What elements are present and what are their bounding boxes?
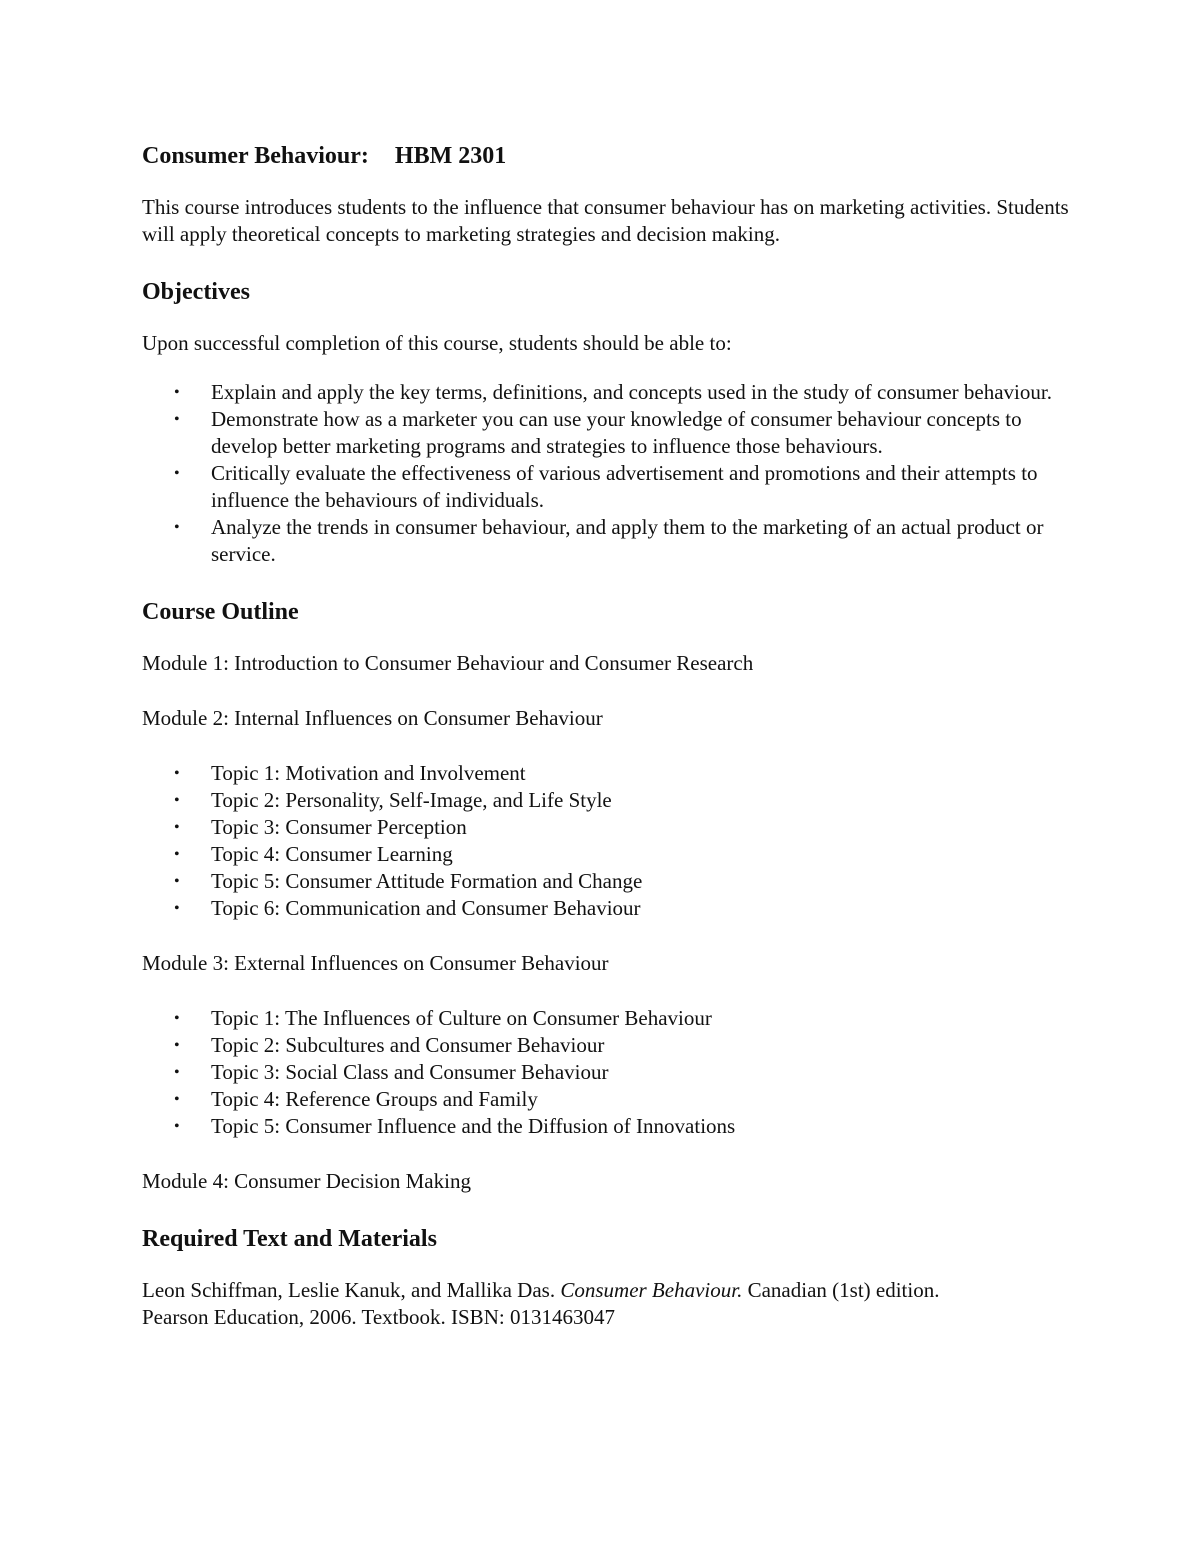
bullet-icon: •: [174, 765, 180, 782]
module-2-topics: [142, 760, 1072, 922]
textbook-edition: Canadian (1st) edition.: [747, 1278, 940, 1302]
topic-item: [174, 1005, 1072, 1032]
textbook-publisher: Pearson Education, 2006. Textbook. ISBN: 0131463047: [142, 1305, 615, 1329]
bullet-icon: •: [174, 846, 180, 863]
bullet-icon: •: [174, 900, 180, 917]
bullet-icon: •: [174, 792, 180, 809]
topic-item: [174, 1086, 1072, 1113]
objective-item: [174, 514, 1072, 568]
course-title: [142, 140, 1072, 172]
bullet-icon: •: [174, 519, 180, 536]
objective-text: Demonstrate how as a marketer you can use your knowledge of consumer behaviour concepts to develop better marketing programs and strategies to influence those behaviours.: [211, 407, 1022, 458]
bullet-icon: •: [174, 873, 180, 890]
bullet-icon: •: [174, 1091, 180, 1108]
objective-text: Analyze the trends in consumer behaviour, and apply them to the marketing of an actual product or service.: [211, 515, 1044, 566]
topic-text: Topic 3: Consumer Perception: [211, 815, 467, 839]
module-1-title: Module 1: Introduction to Consumer Behaviour and Consumer Research: [142, 651, 754, 675]
module-3-topics: [142, 1005, 1072, 1140]
topic-text: Topic 5: Consumer Influence and the Diffusion of Innovations: [211, 1114, 736, 1138]
topic-text: Topic 4: Reference Groups and Family: [211, 1087, 538, 1111]
bullet-icon: •: [174, 411, 180, 428]
module-2-title: Module 2: Internal Influences on Consumer Behaviour: [142, 706, 603, 730]
topic-item: [174, 841, 1072, 868]
bullet-icon: •: [174, 819, 180, 836]
materials-heading: Required Text and Materials: [142, 1226, 437, 1252]
objective-text: Critically evaluate the effectiveness of various advertisement and promotions and their attempts to influence the behaviours of individuals.: [211, 461, 1038, 512]
bullet-icon: •: [174, 1064, 180, 1081]
topic-item: [174, 1059, 1072, 1086]
topic-item: [174, 895, 1072, 922]
topic-text: Topic 5: Consumer Attitude Formation and Change: [211, 869, 643, 893]
topic-item: [174, 814, 1072, 841]
bullet-icon: •: [174, 1010, 180, 1027]
topic-item: [174, 760, 1072, 787]
topic-text: Topic 6: Communication and Consumer Behaviour: [211, 896, 641, 920]
objective-item: [174, 379, 1072, 406]
objective-text: Explain and apply the key terms, definitions, and concepts used in the study of consumer behaviour.: [211, 380, 1052, 404]
module-3-title: Module 3: External Influences on Consumer Behaviour: [142, 951, 609, 975]
topic-item: [174, 1113, 1072, 1140]
textbook-title: Consumer Behaviour.: [560, 1278, 743, 1302]
course-code: HBM 2301: [394, 143, 507, 169]
document-page: [142, 140, 1072, 1359]
topic-text: Topic 2: Subcultures and Consumer Behaviour: [211, 1033, 605, 1057]
textbook-authors: Leon Schiffman, Leslie Kanuk, and Mallika Das.: [142, 1278, 556, 1302]
objective-item: [174, 460, 1072, 514]
topic-item: [174, 1032, 1072, 1059]
bullet-icon: •: [174, 1118, 180, 1135]
topic-item: [174, 868, 1072, 895]
topic-text: Topic 2: Personality, Self-Image, and Life Style: [211, 788, 612, 812]
topic-text: Topic 1: The Influences of Culture on Consumer Behaviour: [211, 1006, 712, 1030]
topic-text: Topic 3: Social Class and Consumer Behaviour: [211, 1060, 609, 1084]
bullet-icon: •: [174, 1037, 180, 1054]
course-description: This course introduces students to the influence that consumer behaviour has on marketing activities. Students will apply theoretical concepts to marketing strategies and decision making.: [142, 195, 1069, 246]
topic-item: [174, 787, 1072, 814]
topic-text: Topic 1: Motivation and Involvement: [211, 761, 526, 785]
module-4-title: Module 4: Consumer Decision Making: [142, 1169, 471, 1193]
objectives-intro: Upon successful completion of this course, students should be able to:: [142, 331, 732, 355]
outline-heading: Course Outline: [142, 599, 299, 625]
course-name: Consumer Behaviour:: [142, 143, 369, 169]
objective-item: [174, 406, 1072, 460]
textbook-reference: [142, 1277, 1072, 1331]
objectives-list: [142, 379, 1072, 568]
bullet-icon: •: [174, 384, 180, 401]
topic-text: Topic 4: Consumer Learning: [211, 842, 453, 866]
bullet-icon: •: [174, 465, 180, 482]
objectives-heading: Objectives: [142, 279, 250, 305]
